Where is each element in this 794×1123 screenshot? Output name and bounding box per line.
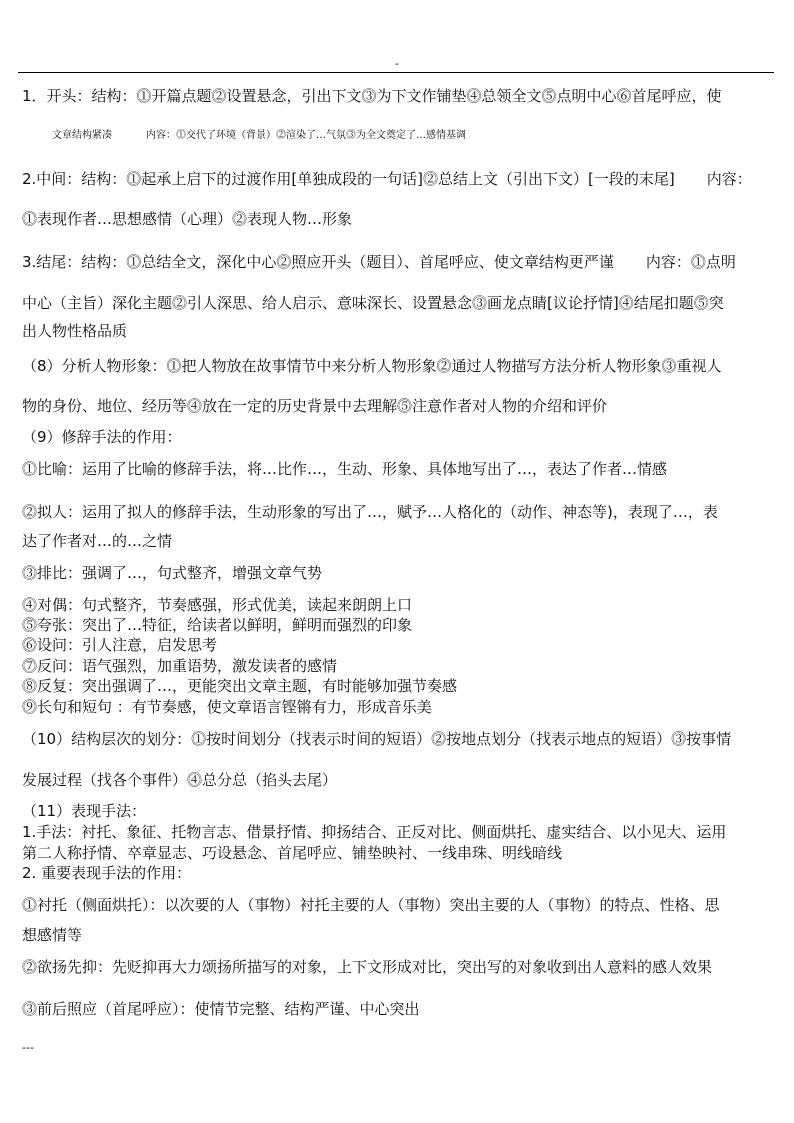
text-segment: 内容：⓵点明 bbox=[645, 253, 736, 271]
text-segment: 内容： bbox=[706, 170, 752, 188]
text-line: ⓺设问：引人注意，启发思考 bbox=[22, 636, 218, 654]
text-line: 中心（主旨）深化主题⓶引人深思、给人启示、意味深长、设置悬念⓷画龙点睛[议论抒情]⓸结尾扣题⓹突 bbox=[22, 294, 724, 312]
text-line: ⓵比喻：运用了比喻的修辞手法，将…比作…，生动、形象、具体地写出了…，表达了作者…情感 bbox=[22, 460, 668, 478]
text-segment: 文章结构紧凑 bbox=[52, 130, 112, 141]
text-line: ⓶拟人：运用了拟人的修辞手法，生动形象的写出了…，赋予…人格化的（动作、神态等)，表现了…，表 bbox=[22, 503, 718, 521]
text-line: ⓸对偶：句式整齐，节奏感强，形式优美，读起来朗朗上口 bbox=[22, 596, 413, 614]
text-line: 物的身份、地位、经历等⓸放在一定的历史背景中去理解⓹注意作者对人物的介绍和评价 bbox=[22, 397, 608, 415]
header-mark: - bbox=[395, 57, 399, 70]
text-line: 2. 重要表现手法的作用： bbox=[22, 864, 192, 882]
text-line: 第二人称抒情、卒章显志、巧设悬念、首尾呼应、铺垫映衬、一线串珠、明线暗线 bbox=[22, 844, 563, 862]
text-line: （8）分析人物形象：⓵把人物放在故事情节中来分析人物形象⓶通过人物描写方法分析人物形象⓷重视人 bbox=[22, 357, 722, 375]
text-line: ⓵表现作者…思想感情（心理）⓶表现人物…形象 bbox=[22, 210, 353, 228]
text-line bbox=[22, 252, 774, 272]
text-line: 1．开头：结构：⓵开篇点题⓶设置悬念，引出下文⓷为下文作铺垫⓸总领全文⓹点明中心⓺首尾呼应，使 bbox=[22, 87, 722, 105]
text-line: 达了作者对…的…之情 bbox=[22, 532, 173, 550]
text-line: 出人物性格品质 bbox=[22, 322, 128, 340]
text-line: （10）结构层次的划分：⓵按时间划分（找表示时间的短语）⓶按地点划分（找表示地点的短语）⓷按事情 bbox=[22, 730, 732, 748]
text-line: 1.手法：衬托、象征、托物言志、借景抒情、抑扬结合、正反对比、侧面烘托、虚实结合、以小见大、运用 bbox=[22, 823, 727, 841]
text-line bbox=[22, 169, 774, 189]
text-line: （9）修辞手法的作用： bbox=[22, 428, 182, 446]
text-segment: 内容：⓵交代了环境（背景）⓶渲染了…气氛⓷为全文奠定了…感情基调 bbox=[146, 130, 466, 141]
text-line: ⓶欲扬先抑：先贬抑再大力颂扬所描写的对象，上下文形成对比，突出写的对象收到出人意料的感人效果 bbox=[22, 958, 713, 976]
text-line: ⓷排比：强调了…，句式整齐，增强文章气势 bbox=[22, 564, 323, 582]
text-line: 想感情等 bbox=[22, 926, 83, 944]
text-line: ⓷前后照应（首尾呼应）：使情节完整、结构严谨、中心突出 bbox=[22, 1000, 420, 1018]
header-rule bbox=[18, 72, 774, 73]
text-line: ⓵衬托（侧面烘托）：以次要的人（事物）衬托主要的人（事物）突出主要的人（事物）的特点、性格、思 bbox=[22, 896, 720, 914]
text-line: ⓼反复：突出强调了…，更能突出文章主题，有时能够加强节奏感 bbox=[22, 677, 458, 695]
text-segment: 3.结尾：结构：⓵总结全文，深化中心⓶照应开头（题目）、首尾呼应、使文章结构更严谨 bbox=[22, 253, 614, 271]
text-line bbox=[52, 126, 794, 146]
text-line: （11）表现手法： bbox=[22, 802, 147, 820]
text-line: 发展过程（找各个事件）⓸总分总（掐头去尾） bbox=[22, 771, 338, 789]
text-line: ⓹夸张：突出了…特征，给读者以鲜明，鲜明而强烈的印象 bbox=[22, 616, 413, 634]
text-line: ⓻反问：语气强烈，加重语势，激发读者的感情 bbox=[22, 657, 338, 675]
text-segment: 2.中间：结构：⓵起承上启下的过渡作用[单独成段的一句话]⓶总结上文（引出下文）[一段的末尾] bbox=[22, 170, 675, 188]
text-line: ⓽长句和短句 ：有节奏感，使文章语言铿锵有力，形成音乐美 bbox=[22, 698, 432, 716]
footer-mark: --- bbox=[22, 1041, 34, 1054]
